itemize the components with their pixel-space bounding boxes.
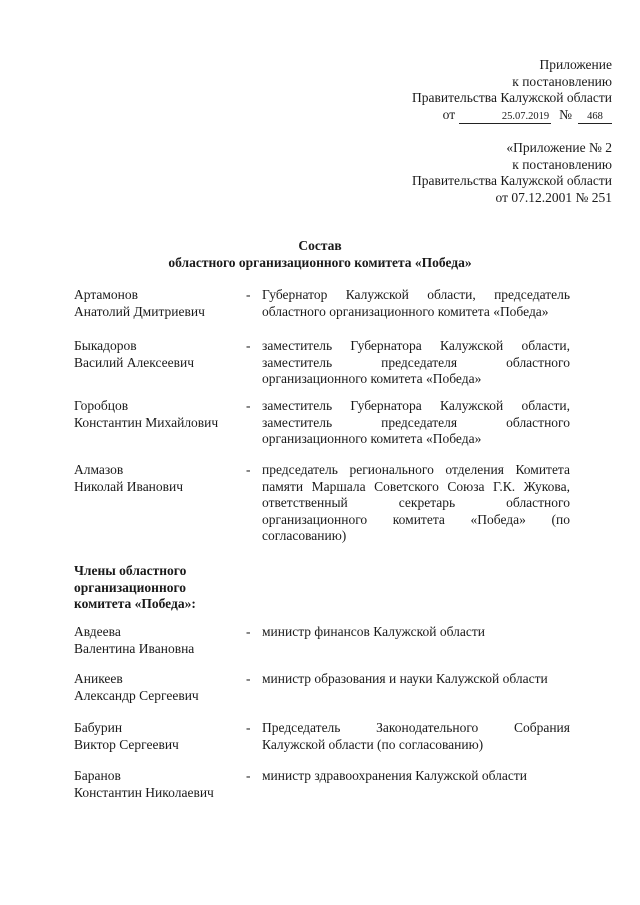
- person-given-name: Виктор Сергеевич: [74, 736, 179, 752]
- appendix-2-line-2: к постановлению: [512, 156, 612, 172]
- person-given-name: Константин Николаевич: [74, 784, 214, 800]
- person-name: [74, 287, 244, 320]
- person-role: заместитель Губернатора Калужской области, заместитель председателя областного организационного комитета «Победа»: [262, 338, 570, 386]
- entry-dash: -: [246, 720, 251, 735]
- person-given-name: Василий Алексеевич: [74, 354, 195, 370]
- person-name: [74, 768, 244, 801]
- person-surname: Бабурин: [74, 720, 123, 735]
- appendix-2-line-1: «Приложение № 2: [506, 140, 612, 155]
- person-role: Председатель Законодательного Собрания Калужской области (по согласованию): [262, 720, 570, 752]
- person-role: министр образования и науки Калужской области: [262, 671, 548, 686]
- entry-dash: -: [246, 287, 251, 302]
- person-given-name: Константин Михайлович: [74, 414, 219, 430]
- members-heading-line-1: Члены областного: [74, 563, 187, 578]
- person-name: [74, 462, 244, 495]
- appendix-line-2: к постановлению: [512, 73, 612, 89]
- person-surname: Баранов: [74, 768, 121, 783]
- person-name: [74, 624, 244, 657]
- person-surname: Алмазов: [74, 462, 124, 477]
- person-given-name: Александр Сергеевич: [74, 687, 199, 703]
- members-heading: [74, 563, 254, 613]
- from-label: от: [442, 106, 456, 122]
- title-line-1: Состав: [298, 238, 342, 253]
- person-name: [74, 398, 244, 431]
- members-heading-line-3: комитета «Победа»:: [74, 596, 196, 611]
- appendix-2-line-4: от 07.12.2001 № 251: [495, 189, 612, 205]
- entry-dash: -: [246, 462, 251, 477]
- appendix-header: [412, 57, 612, 124]
- person-surname: Горобцов: [74, 398, 129, 413]
- appendix-date-line: [412, 107, 612, 124]
- person-role: министр финансов Калужской области: [262, 624, 485, 639]
- person-role: Губернатор Калужской области, председатель областного организационного комитета «Победа»: [262, 287, 570, 319]
- person-name: [74, 671, 244, 704]
- person-given-name: Николай Иванович: [74, 478, 184, 494]
- person-surname: Артамонов: [74, 287, 139, 302]
- person-role: заместитель Губернатора Калужской области, заместитель председателя областного организационного комитета «Победа»: [262, 398, 570, 446]
- person-surname: Авдеева: [74, 624, 121, 639]
- person-name: [74, 338, 244, 371]
- person-surname: Аникеев: [74, 671, 123, 686]
- entry-dash: -: [246, 398, 251, 413]
- members-heading-line-2: организационного: [74, 579, 187, 595]
- entry-dash: -: [246, 671, 251, 686]
- person-role: министр здравоохранения Калужской области: [262, 768, 527, 783]
- person-role: председатель регионального отделения Комитета памяти Маршала Советского Союза Г.К. Жукова, ответственный секретарь областного организационного комитета «Победа» (по согласованию): [262, 462, 570, 543]
- title-line-2: областного организационного комитета «Победа»: [168, 254, 472, 270]
- entry-dash: -: [246, 338, 251, 353]
- document-title: [0, 238, 640, 271]
- appendix-line-1: Приложение: [539, 57, 612, 72]
- appendix-line-3: Правительства Калужской области: [411, 90, 612, 105]
- appendix-2-header: [412, 140, 612, 206]
- resolution-date: 25.07.2019: [459, 111, 551, 124]
- entry-dash: -: [246, 624, 251, 639]
- appendix-2-line-3: Правительства Калужской области: [411, 173, 612, 188]
- person-name: [74, 720, 244, 753]
- person-surname: Быкадоров: [74, 338, 137, 353]
- person-given-name: Анатолий Дмитриевич: [74, 303, 205, 319]
- entry-dash: -: [246, 768, 251, 783]
- person-given-name: Валентина Ивановна: [74, 640, 195, 656]
- number-label: №: [559, 106, 572, 122]
- resolution-number: 468: [578, 111, 612, 124]
